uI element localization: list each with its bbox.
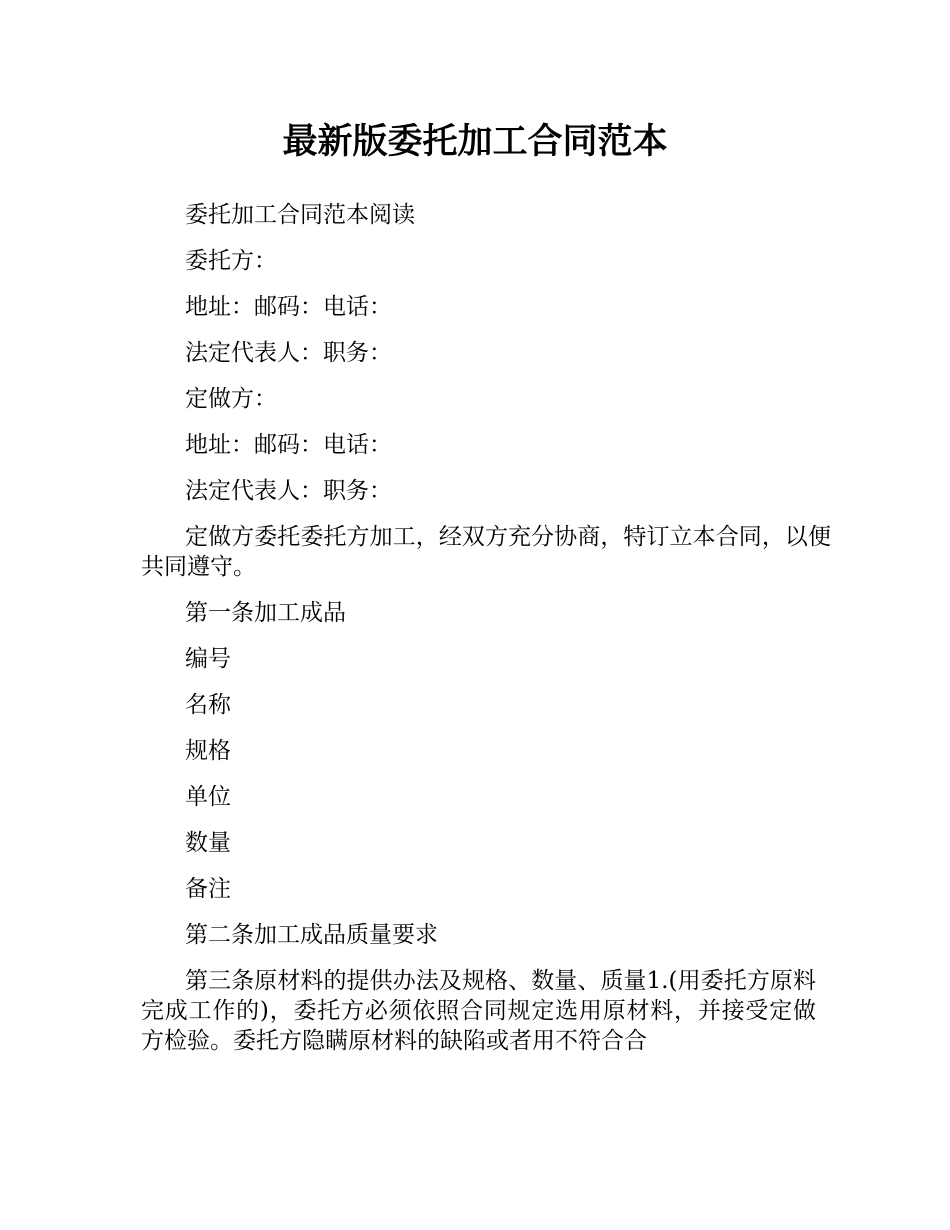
paragraph-contractor: 定做方： (185, 386, 277, 412)
paragraph-client-representative: 法定代表人：职务： (185, 340, 392, 366)
paragraph-agreement: 定做方委托委托方加工，经双方充分协商，特订立本合同，以便共同遵守。 (141, 524, 831, 580)
paragraph-article-1: 第一条加工成品 (185, 600, 346, 626)
paragraph-client-address: 地址：邮码：电话： (185, 294, 392, 320)
paragraph-field-unit: 单位 (185, 784, 231, 810)
paragraph-field-remarks: 备注 (185, 876, 231, 902)
paragraph-article-2: 第二条加工成品质量要求 (185, 922, 438, 948)
paragraph-client: 委托方： (185, 248, 277, 274)
paragraph-field-name: 名称 (185, 692, 231, 718)
document-title: 最新版委托加工合同范本 (282, 122, 668, 162)
paragraph-contractor-representative: 法定代表人：职务： (185, 478, 392, 504)
paragraph-field-spec: 规格 (185, 738, 231, 764)
paragraph-field-quantity: 数量 (185, 830, 231, 856)
document-body (141, 200, 831, 1072)
paragraph-contractor-address: 地址：邮码：电话： (185, 432, 392, 458)
paragraph-field-number: 编号 (185, 646, 231, 672)
paragraph-article-3: 第三条原材料的提供办法及规格、数量、质量1.(用委托方原料完成工作的)，委托方必须依照合同规定选用原材料，并接受定做方检验。委托方隐瞒原材料的缺陷或者用不符合合 (141, 968, 816, 1054)
paragraph-intro: 委托加工合同范本阅读 (185, 202, 415, 228)
